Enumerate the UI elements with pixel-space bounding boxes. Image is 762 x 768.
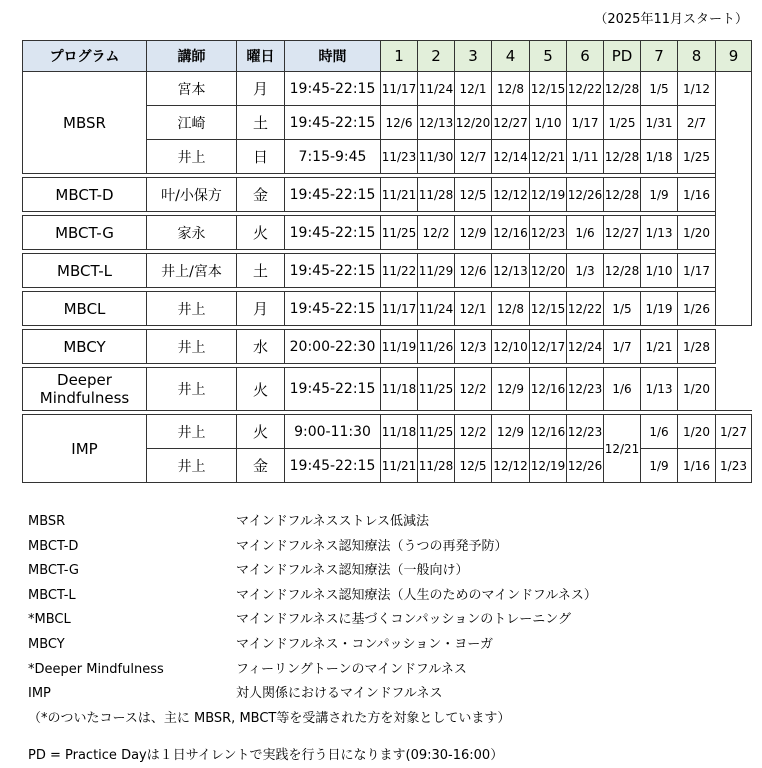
date-cell: 1/17: [678, 254, 716, 288]
table-row: [23, 368, 752, 411]
date-cell: 12/5: [455, 178, 492, 212]
day-cell: 金: [237, 178, 285, 212]
date-cell: 12/19: [530, 449, 567, 483]
date-cell: 1/10: [530, 106, 567, 140]
date-cell: 12/1: [455, 292, 492, 326]
date-cell: 1/13: [641, 216, 678, 250]
time-cell: 7:15-9:45: [285, 140, 381, 174]
legend-abbr: MBCT-G: [28, 563, 79, 579]
legend-item: [28, 510, 597, 535]
day-cell: 金: [237, 449, 285, 483]
table-row: [23, 216, 752, 250]
pd-date-cell: 12/21: [604, 415, 641, 483]
date-cell: 12/9: [455, 216, 492, 250]
date-cell: 2/7: [678, 106, 716, 140]
date-cell: 12/7: [455, 140, 492, 174]
date-cell: 12/14: [492, 140, 530, 174]
legend-desc: マインドフルネスストレス低減法: [236, 514, 430, 529]
header-program: プログラム: [23, 41, 147, 72]
legend-abbr: *MBCL: [28, 612, 71, 628]
day-cell: 土: [237, 254, 285, 288]
legend-item: [28, 584, 597, 609]
time-cell: 19:45-22:15: [285, 72, 381, 106]
date-cell: 11/18: [381, 415, 418, 449]
date-cell: 1/20: [678, 368, 716, 411]
date-cell: 1/11: [567, 140, 604, 174]
date-cell: 12/13: [418, 106, 455, 140]
legend-desc: マインドフルネスに基づくコンパッションのトレーニング: [236, 612, 572, 628]
day-cell: 火: [237, 216, 285, 250]
date-cell: 12/23: [567, 368, 604, 411]
date-cell: 12/21: [530, 140, 567, 174]
legend-item: [28, 535, 597, 560]
date-cell: 11/17: [381, 292, 418, 326]
date-cell: 12/22: [567, 292, 604, 326]
day-cell: 火: [237, 415, 285, 449]
time-cell: 20:00-22:30: [285, 330, 381, 364]
header-row: [23, 41, 752, 72]
legend-item: [28, 559, 597, 584]
date-cell: 12/5: [455, 449, 492, 483]
program-name-line1: Deeper: [57, 371, 112, 389]
date-cell: 11/23: [381, 140, 418, 174]
date-cell: 11/18: [381, 368, 418, 411]
teacher-cell: 井上: [147, 415, 237, 449]
header-session: 9: [716, 41, 752, 72]
teacher-cell: 叶/小保方: [147, 178, 237, 212]
date-cell: 12/9: [492, 368, 530, 411]
legend-abbr: MBSR: [28, 514, 66, 529]
date-cell: 1/16: [678, 178, 716, 212]
date-cell: 12/10: [492, 330, 530, 364]
date-cell: 11/22: [381, 254, 418, 288]
date-cell: 11/28: [418, 178, 455, 212]
time-cell: 19:45-22:15: [285, 368, 381, 411]
legend-abbr: MBCT-D: [28, 538, 79, 554]
legend-desc: マインドフルネス・コンパッション・ヨーガ: [236, 636, 494, 652]
program-name: MBCL: [23, 292, 147, 326]
day-cell: 月: [237, 292, 285, 326]
time-cell: 19:45-22:15: [285, 292, 381, 326]
date-cell: 11/21: [381, 449, 418, 483]
date-cell: 1/6: [567, 216, 604, 250]
legend-abbr: MBCT-L: [28, 587, 76, 603]
date-cell: 12/27: [492, 106, 530, 140]
day-cell: 火: [237, 368, 285, 411]
program-name: MBCT-G: [23, 216, 147, 250]
date-cell: 12/16: [530, 368, 567, 411]
date-cell: 12/16: [492, 216, 530, 250]
date-cell: 12/12: [492, 178, 530, 212]
date-cell: 12/2: [455, 368, 492, 411]
legend-desc: フィーリングトーンのマインドフルネス: [236, 661, 467, 677]
date-cell: 11/28: [418, 449, 455, 483]
date-cell: 12/12: [492, 449, 530, 483]
pd-date-cell: 1/5: [604, 292, 641, 326]
teacher-cell: 井上/宮本: [147, 254, 237, 288]
date-cell: 1/10: [641, 254, 678, 288]
pd-date-cell: 12/28: [604, 254, 641, 288]
legend-item: [28, 608, 597, 633]
schedule-table: [22, 40, 752, 483]
date-cell: 11/25: [381, 216, 418, 250]
header-session-pd: PD: [604, 41, 641, 72]
date-cell: 12/17: [530, 330, 567, 364]
teacher-cell: 井上: [147, 140, 237, 174]
teacher-cell: 井上: [147, 449, 237, 483]
time-cell: 19:45-22:15: [285, 254, 381, 288]
time-cell: 19:45-22:15: [285, 178, 381, 212]
program-name-line2: Mindfulness: [39, 389, 130, 407]
table-row: [23, 254, 752, 288]
date-cell: 1/27: [716, 415, 752, 449]
date-cell: 1/25: [678, 140, 716, 174]
pd-date-cell: 12/28: [604, 140, 641, 174]
table-row: [23, 72, 752, 106]
time-cell: 19:45-22:15: [285, 106, 381, 140]
date-cell: 1/9: [641, 449, 678, 483]
date-cell: 12/6: [381, 106, 418, 140]
date-cell: 12/8: [492, 72, 530, 106]
teacher-cell: 江崎: [147, 106, 237, 140]
header-session: 7: [641, 41, 678, 72]
pd-date-cell: 1/7: [604, 330, 641, 364]
pd-date-cell: 1/25: [604, 106, 641, 140]
start-note: （2025年11月スタート）: [594, 12, 748, 27]
time-cell: 19:45-22:15: [285, 449, 381, 483]
legend-item: [28, 682, 597, 707]
date-cell: 11/25: [418, 415, 455, 449]
teacher-cell: 井上: [147, 368, 237, 411]
header-session: 1: [381, 41, 418, 72]
header-time: 時間: [285, 41, 381, 72]
day-cell: 水: [237, 330, 285, 364]
pd-date-cell: 12/27: [604, 216, 641, 250]
program-name: MBCT-L: [23, 254, 147, 288]
date-cell: 12/23: [567, 415, 604, 449]
date-cell: 12/15: [530, 292, 567, 326]
date-cell: 11/24: [418, 72, 455, 106]
date-cell: 12/26: [567, 449, 604, 483]
table-row: [23, 415, 752, 449]
legend-item: [28, 658, 597, 683]
legend-desc: マインドフルネス認知療法（一般向け）: [236, 563, 469, 579]
date-cell: 1/20: [678, 216, 716, 250]
table-row: [23, 178, 752, 212]
header-session: 4: [492, 41, 530, 72]
header-teacher: 講師: [147, 41, 237, 72]
date-cell: 1/9: [641, 178, 678, 212]
time-cell: 9:00-11:30: [285, 415, 381, 449]
teacher-cell: 宮本: [147, 72, 237, 106]
date-cell: 1/20: [678, 415, 716, 449]
date-cell: 1/18: [641, 140, 678, 174]
header-session: 2: [418, 41, 455, 72]
date-cell: 12/8: [492, 292, 530, 326]
pd-note: PD = Practice Dayは１日サイレントで実践を行う日になります(09:30-16:00）: [28, 748, 504, 763]
day-cell: 土: [237, 106, 285, 140]
date-cell: 12/20: [455, 106, 492, 140]
date-cell: 12/2: [418, 216, 455, 250]
program-name: IMP: [23, 415, 147, 483]
pd-date-cell: 12/28: [604, 178, 641, 212]
teacher-cell: 井上: [147, 292, 237, 326]
legend-abbr: IMP: [28, 686, 51, 702]
date-cell: 1/13: [641, 368, 678, 411]
footnote: （*のついたコースは、主に MBSR, MBCT等を受講された方を対象としています）: [28, 711, 511, 726]
table-row: [23, 330, 752, 364]
legend-abbr: *Deeper Mindfulness: [28, 661, 164, 677]
teacher-cell: 井上: [147, 330, 237, 364]
date-cell: 12/2: [455, 415, 492, 449]
date-cell: 12/6: [455, 254, 492, 288]
legend-abbr: MBCY: [28, 636, 65, 652]
date-cell: 11/24: [418, 292, 455, 326]
date-cell: 12/26: [567, 178, 604, 212]
legend-desc: マインドフルネス認知療法（うつの再発予防）: [236, 538, 508, 554]
date-cell: 11/19: [381, 330, 418, 364]
header-session: 3: [455, 41, 492, 72]
legend: [28, 510, 597, 707]
pd-date-cell: 1/6: [604, 368, 641, 411]
header-day: 曜日: [237, 41, 285, 72]
legend-desc: マインドフルネス認知療法（人生のためのマインドフルネス）: [236, 587, 597, 603]
pd-date-cell: 12/28: [604, 72, 641, 106]
legend-item: [28, 633, 597, 658]
date-cell: 12/9: [492, 415, 530, 449]
date-cell: 11/26: [418, 330, 455, 364]
date-cell: 12/13: [492, 254, 530, 288]
program-name: MBSR: [23, 72, 147, 174]
program-name: MBCY: [23, 330, 147, 364]
date-cell: 11/21: [381, 178, 418, 212]
day-cell: 月: [237, 72, 285, 106]
date-cell: 11/17: [381, 72, 418, 106]
time-cell: 19:45-22:15: [285, 216, 381, 250]
date-cell: 1/23: [716, 449, 752, 483]
legend-desc: 対人関係におけるマインドフルネス: [236, 686, 443, 702]
date-cell: 1/21: [641, 330, 678, 364]
date-cell: 1/6: [641, 415, 678, 449]
date-cell: 1/5: [641, 72, 678, 106]
header-session: 5: [530, 41, 567, 72]
date-cell: 1/28: [678, 330, 716, 364]
date-cell: 12/16: [530, 415, 567, 449]
date-cell: 12/24: [567, 330, 604, 364]
day-cell: 日: [237, 140, 285, 174]
date-cell: 1/31: [641, 106, 678, 140]
date-cell: 12/1: [455, 72, 492, 106]
empty-cell: [716, 72, 752, 326]
date-cell: 1/26: [678, 292, 716, 326]
date-cell: 1/3: [567, 254, 604, 288]
date-cell: 11/25: [418, 368, 455, 411]
table-row: [23, 292, 752, 326]
header-session: 6: [567, 41, 604, 72]
header-session: 8: [678, 41, 716, 72]
date-cell: 12/19: [530, 178, 567, 212]
date-cell: 1/16: [678, 449, 716, 483]
date-cell: 12/22: [567, 72, 604, 106]
date-cell: 1/19: [641, 292, 678, 326]
teacher-cell: 家永: [147, 216, 237, 250]
date-cell: 12/15: [530, 72, 567, 106]
date-cell: 12/3: [455, 330, 492, 364]
date-cell: 11/29: [418, 254, 455, 288]
program-name: MBCT-D: [23, 178, 147, 212]
date-cell: 12/23: [530, 216, 567, 250]
date-cell: 1/12: [678, 72, 716, 106]
program-name: [23, 368, 147, 411]
date-cell: 12/20: [530, 254, 567, 288]
date-cell: 1/17: [567, 106, 604, 140]
date-cell: 11/30: [418, 140, 455, 174]
